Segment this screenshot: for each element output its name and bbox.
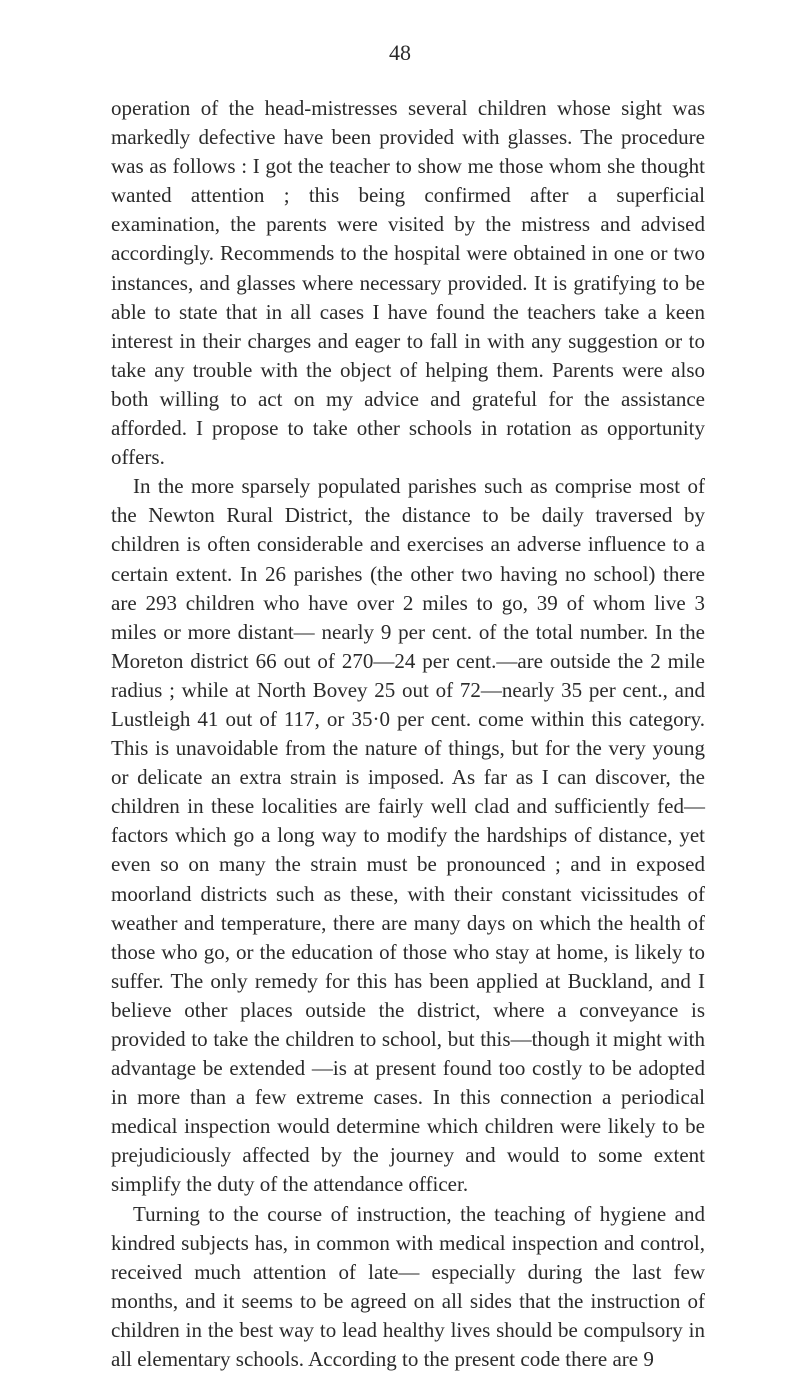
page-number: 48 <box>389 40 411 65</box>
paragraph-eyesight-glasses: operation of the head-mistresses several children whose sight was markedly defective have been provided with glasses. The procedure was as follows : I got the teacher to show me those whom she thought wanted attention ; this being confirmed after a superficial examination, the parents were visited by the mistress and advised accordingly. Recommends to the hospital were obtained in one or two instances, and glasses where necessary provided. It is gratifying to be able to state that in all cases I have found the teachers take a keen interest in their charges and eager to fall in with any suggestion or to take any trouble with the object of helping them. Parents were also both willing to act on my advice and grateful for the assistance afforded. I propose to take other schools in rotation as opportunity offers. <box>111 96 705 470</box>
paragraph-distance-travelled: In the more sparsely populated parishes such as comprise most of the Newton Rural District, the distance to be daily traversed by children is often considerable and exercises an adverse influence to a certain extent. In 26 parishes (the other two having no school) there are 293 children who have over 2 miles to go, 39 of whom live 3 miles or more distant— nearly 9 per cent. of the total number. In the Moreton district 66 out of 270—24 per cent.—are outside the 2 mile radius ; while at North Bovey 25 out of 72—nearly 35 per cent., and Lustleigh 41 out of 117, or 35·0 per cent. come within this category. This is unavoidable from the nature of things, but for the very young or delicate an extra strain is imposed. As far as I can discover, the children in these localities are fairly well clad and sufficiently fed—factors which go a long way to modify the hardships of distance, yet even so on many the strain must be pronounced ; and in exposed moorland districts such as these, with their constant vicissitudes of weather and temperature, there are many days on which the health of those who go, or the education of those who stay at home, is likely to suffer. The only remedy for this has been applied at Buckland, and I believe other places outside the district, where a conveyance is provided to take the children to school, but this—though it might with advantage be extended —is at present found too costly to be adopted in more than a few extreme cases. In this connection a periodical medical inspection would determine which children were likely to be prejudiciously affected by the journey and would to some extent simplify the duty of the attendance officer. <box>111 474 705 1197</box>
paragraph-hygiene-instruction: Turning to the course of instruction, the teaching of hygiene and kindred subjects has, in common with medical inspection and control, received much attention of late— especially during the last few months, and it seems to be agreed on all sides that the instruction of children in the best way to lead healthy lives should be compulsory in all elementary schools. According to the present code there are 9 <box>111 1201 705 1372</box>
body-text <box>111 94 705 1374</box>
